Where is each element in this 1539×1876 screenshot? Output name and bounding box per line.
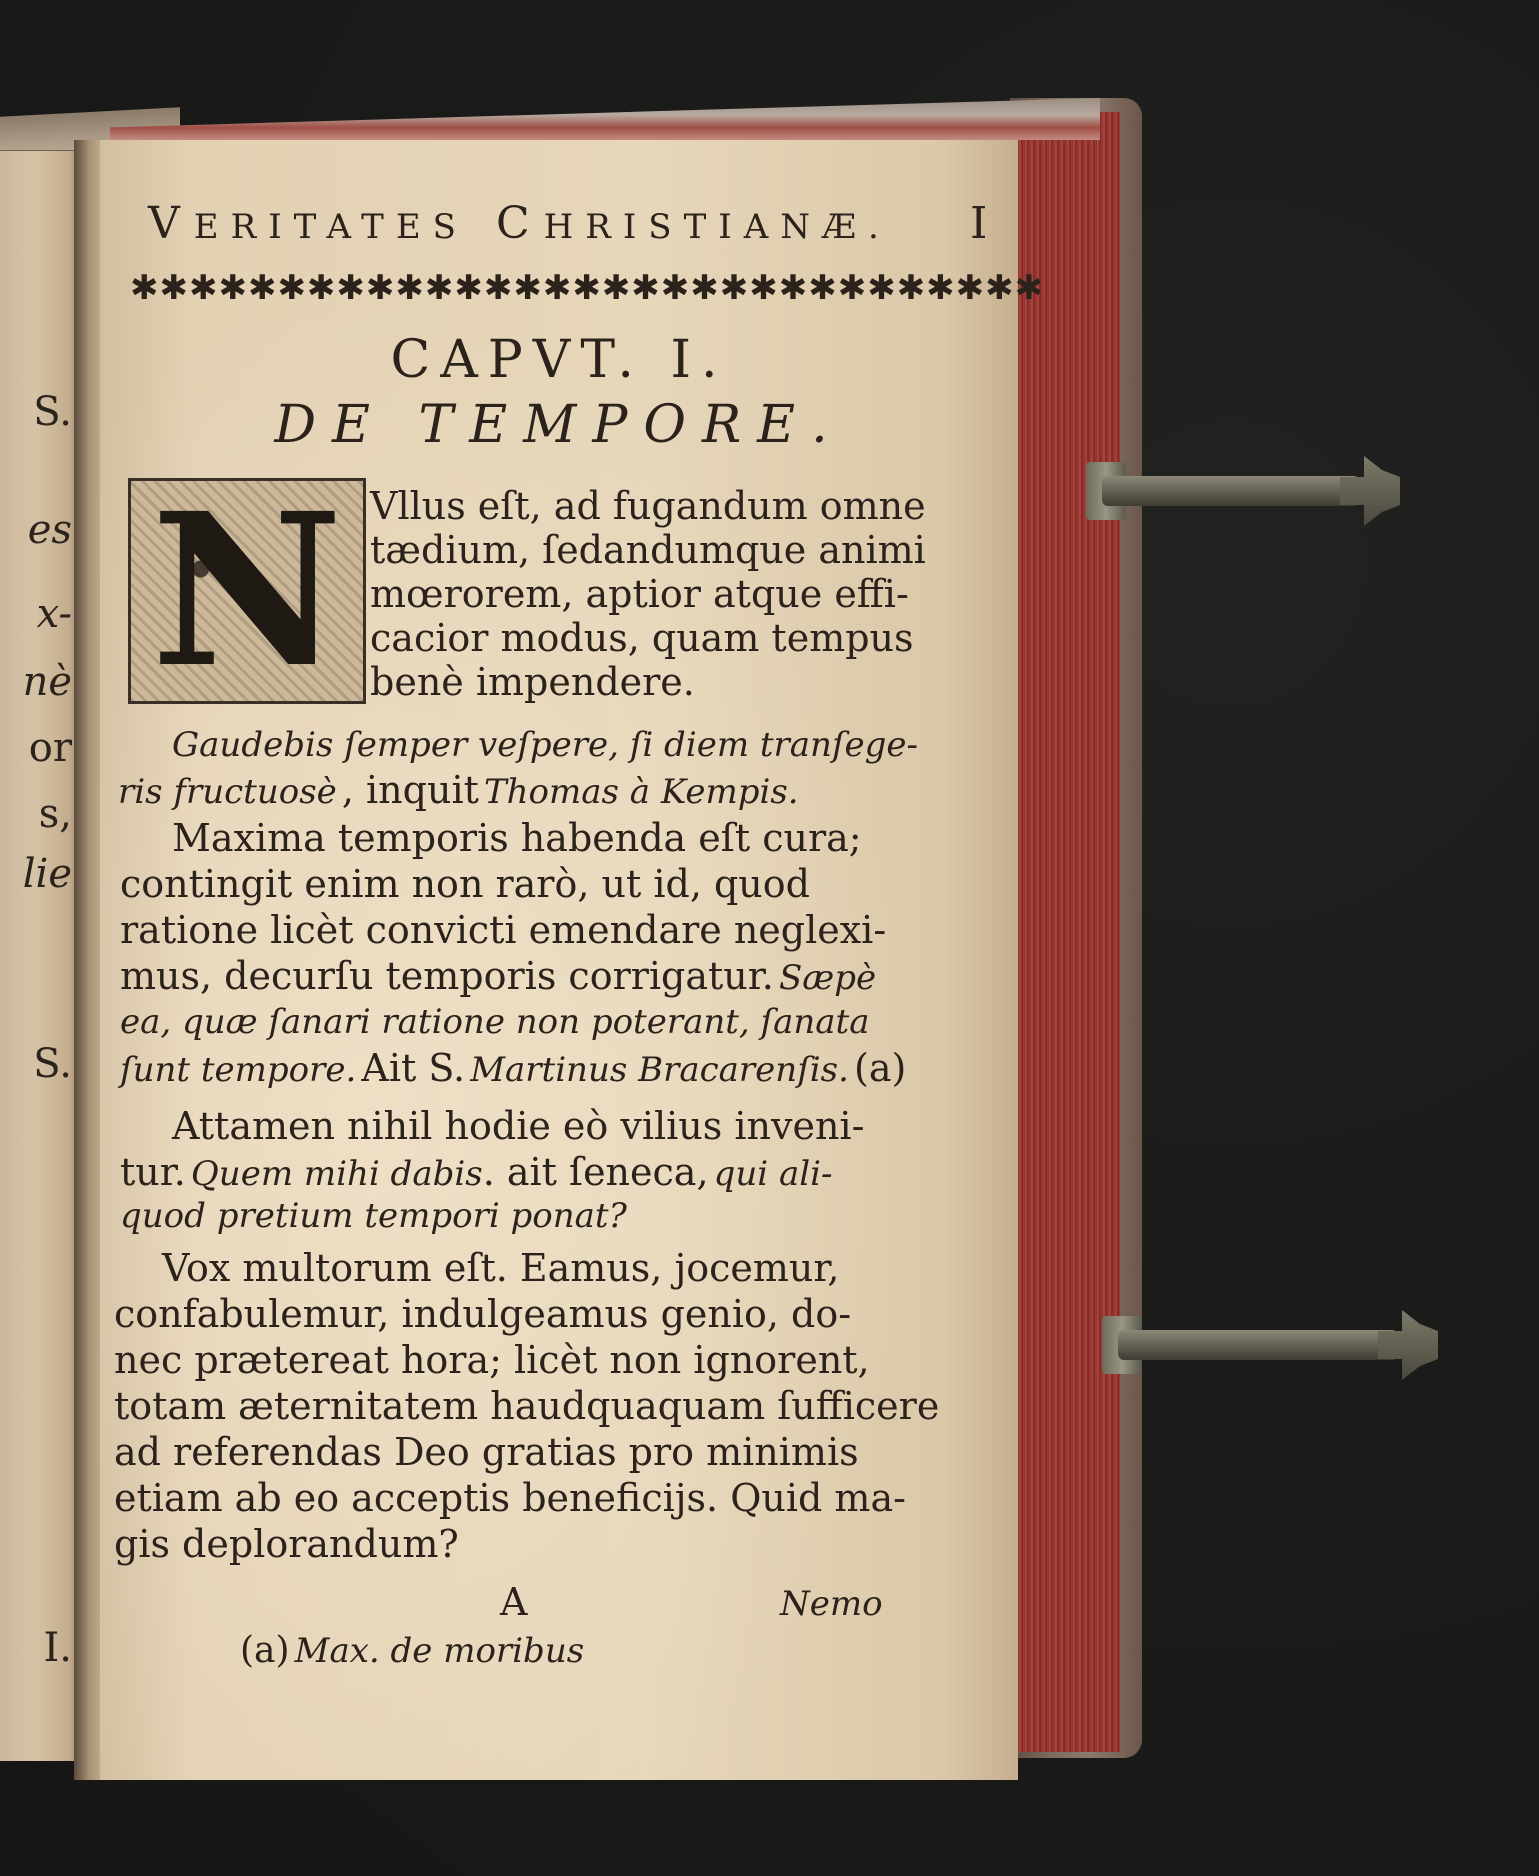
- text-line: Attamen nihil hodie eò vilius inveni-: [172, 1104, 865, 1148]
- text-line: Vox multorum eſt. Eamus, jocemur,: [162, 1246, 840, 1290]
- running-head-initial: C: [495, 198, 544, 249]
- roman-text: mus, decurſu temporis corrigatur.: [120, 954, 774, 998]
- footnote-reference: (a): [854, 1046, 907, 1090]
- decorated-drop-cap: [128, 467, 366, 714]
- text-line: contingit enim non rarò, ut id, quod: [120, 862, 810, 906]
- clasp-bar: [1118, 1330, 1398, 1360]
- roman-text: tur.: [120, 1150, 186, 1194]
- text-line: [120, 1150, 833, 1194]
- left-page-fragment: or: [28, 725, 72, 771]
- text-line: Maxima temporis habenda eſt cura;: [172, 816, 862, 860]
- roman-text: Ait S.: [361, 1046, 466, 1090]
- quote-attribution-line: [118, 768, 799, 812]
- italic-quote-line: Gaudebis ſemper veſpere, ſi diem tranſege-: [172, 725, 919, 765]
- text-line: ad referendas Deo gratias pro minimis: [114, 1430, 859, 1474]
- italic-text-line: quod pretium tempori ponat?: [120, 1196, 627, 1236]
- text-line: ratione licèt convicti emendare neglexi-: [120, 908, 887, 952]
- drop-cap-letter: N: [151, 467, 343, 714]
- text-line: [120, 954, 876, 998]
- left-page-fragment: I.: [43, 1625, 72, 1671]
- text-line: totam æternitatem haudquaquam ſufficere: [114, 1384, 940, 1428]
- text-line: etiam ab eo acceptis beneficijs. Quid ma-: [114, 1476, 906, 1520]
- italic-text: ſunt tempore.: [120, 1050, 357, 1090]
- left-page-fragment: S.: [33, 389, 72, 435]
- text-line: cacior modus, quam tempus: [370, 616, 914, 660]
- lower-clasp: [1118, 1310, 1438, 1380]
- italic-text: Sæpè: [778, 958, 877, 998]
- footnote-text: Max. de moribus: [294, 1631, 585, 1671]
- running-head-initial: V: [148, 198, 194, 249]
- left-page-fragment: nè: [22, 659, 72, 705]
- star-ornament-rule: ✱✱✱✱✱✱✱✱✱✱✱✱✱✱✱✱✱✱✱✱✱✱✱✱✱✱✱✱✱✱✱: [130, 268, 1045, 308]
- italic-text: qui ali-: [713, 1154, 833, 1194]
- text-line: gis deplorandum?: [114, 1522, 459, 1566]
- running-head: [148, 198, 891, 249]
- clasp-bar: [1102, 476, 1360, 506]
- chapter-heading: CAPVT. I.: [390, 330, 728, 390]
- running-head-word: ERITATES: [193, 207, 468, 247]
- footnote-mark: (a): [240, 1630, 290, 1671]
- chapter-subtitle: DE TEMPORE.: [274, 395, 844, 455]
- clasp-tip: [1378, 1310, 1438, 1380]
- catchword: Nemo: [780, 1584, 883, 1624]
- text-line: Vllus eſt, ad fugandum omne: [370, 484, 926, 528]
- running-head-word: HRISTIANÆ.: [543, 207, 891, 247]
- page-number: I: [970, 198, 988, 249]
- italic-text: Thomas à Kempis.: [483, 772, 799, 812]
- text-line: mœrorem, aptior atque effi-: [370, 572, 909, 616]
- italic-text-line: ea, quæ ſanari ratione non poterant, ſanata: [120, 1002, 870, 1042]
- left-page-fragment: es: [27, 507, 72, 553]
- text-line: benè impendere.: [370, 660, 695, 704]
- italic-text: Martinus Bracarenſis.: [470, 1050, 849, 1090]
- upper-clasp: [1102, 456, 1400, 526]
- roman-text: , inquit: [341, 768, 479, 812]
- text-line: tædium, ſedandumque animi: [370, 528, 926, 572]
- signature-mark: A: [500, 1580, 528, 1624]
- roman-text: . ait ſeneca,: [482, 1150, 709, 1194]
- italic-text: Quem mihi dabis: [190, 1154, 483, 1194]
- left-page-fragment: s,: [38, 791, 72, 837]
- book-page: [100, 140, 1045, 1780]
- clasp-tip: [1340, 456, 1400, 526]
- left-page-fragment: S.: [33, 1041, 72, 1087]
- red-page-edges: [1012, 112, 1120, 1752]
- left-page-fragment: x-: [36, 591, 72, 637]
- text-line: confabulemur, indulgeamus genio, do-: [114, 1292, 852, 1336]
- italic-text: ris fructuosè: [118, 772, 337, 812]
- text-line: nec prætereat hora; licèt non ignorent,: [114, 1338, 870, 1382]
- text-line: [120, 1046, 906, 1090]
- footnote: [240, 1630, 584, 1671]
- left-page-fragment: lie: [22, 851, 72, 897]
